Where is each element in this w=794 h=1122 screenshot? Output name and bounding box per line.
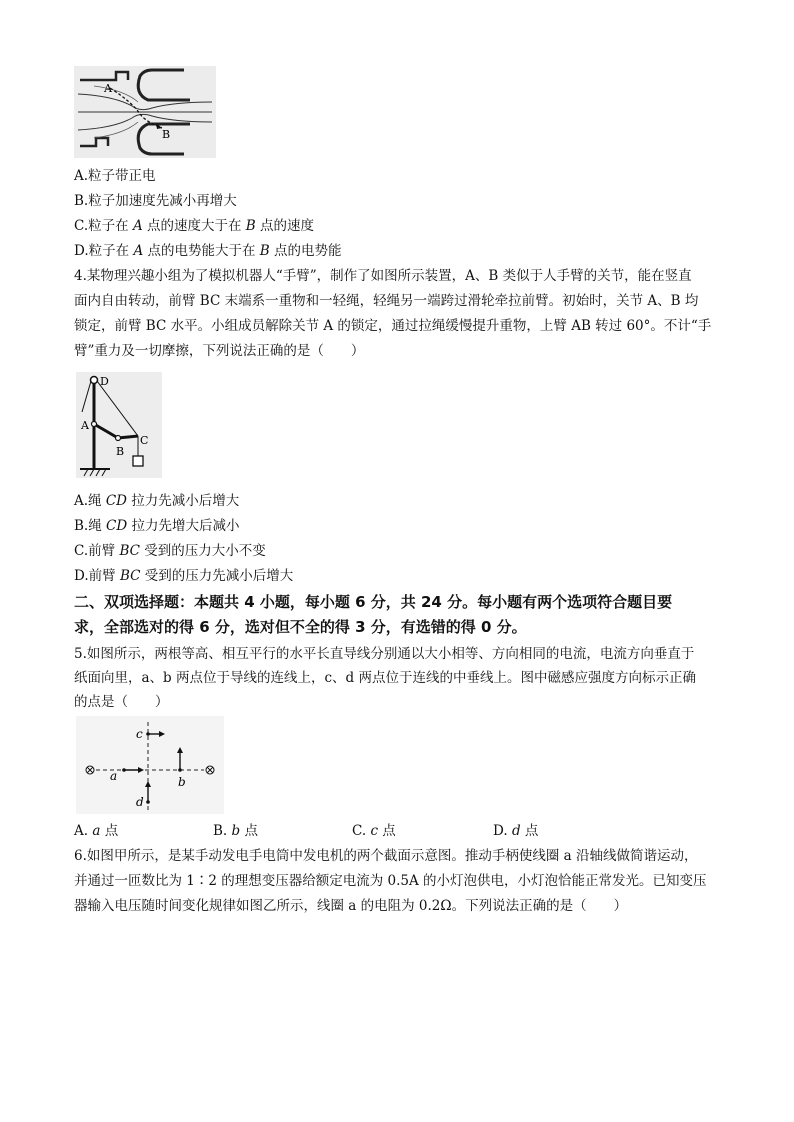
q4-stem-line-1: 4.某物理兴趣小组为了模拟机器人“手臂”，制作了如图所示装置，A、B 类似于人手臂的关节，能在竖直 [74,268,692,284]
q5-option-d: D. d 点 [493,823,539,839]
section-2-heading-line-1: 二、双项选择题：本题共 4 小题，每小题 6 分，共 24 分。每小题有两个选项符合题目要 [74,593,673,611]
q3-option-d: D.粒子在 A 点的电势能大于在 B 点的电势能 [74,243,342,259]
q4-stem-line-3: 锁定，前臂 BC 水平。小组成员解除关节 A 的锁定，通过拉绳缓慢提升重物，上臂 AB 转过 60°。不计“手 [74,318,712,334]
q4-stem-line-4: 臂”重力及一切摩擦，下列说法正确的是（ ） [74,343,365,359]
q4-figure [76,372,162,478]
q6-stem-line-1: 6.如图甲所示，是某手动发电手电筒中发电机的两个截面示意图。推动手柄使线圈 a 沿轴线做简谐运动， [74,848,698,864]
q5-stem-line-1: 5.如图所示，两根等高、相互平行的水平长直导线分别通以大小相等、方向相同的电流，电流方向垂直于 [74,646,695,662]
q4-stem-line-2: 面内自由转动，前臂 BC 末端系一重物和一轻绳，轻绳另一端跨过滑轮牵拉前臂。初始时，关节 A、B 均 [74,293,699,309]
q6-stem-line-2: 并通过一匝数比为 1∶2 的理想变压器给额定电流为 0.5A 的小灯泡供电，小灯泡恰能正常发光。已知变压 [74,873,707,889]
q6-stem-line-3: 器输入电压随时间变化规律如图乙所示，线圈 a 的电阻为 0.2Ω。下列说法正确的是（ ） [74,898,628,914]
q4-label-d: D [100,375,109,388]
q5-label-d: d [136,795,144,809]
q4-label-b: B [116,445,125,458]
q4-label-a: A [81,419,89,432]
q3-label-a: A [104,82,112,95]
q5-option-a: A. a 点 [74,823,119,839]
right-wire-icon [206,766,214,774]
q4-option-c: C.前臂 BC 受到的压力大小不变 [74,543,266,559]
q5-stem-line-3: 的点是（ ） [74,694,169,710]
q5-option-c: C. c 点 [352,823,396,839]
left-wire-icon [86,766,94,774]
q4-option-a: A.绳 CD 拉力先减小后增大 [74,493,240,509]
q3-label-b: B [162,128,171,141]
q5-label-b: b [178,775,186,789]
q5-label-c: c [136,727,143,741]
q3-option-c: C.粒子在 A 点的速度大于在 B 点的速度 [74,218,314,234]
q5-label-a: a [110,769,118,783]
q3-option-a: A.粒子带正电 [74,168,156,184]
q3-figure [74,66,216,158]
q5-figure [76,716,224,814]
q5-option-b: B. b 点 [213,823,258,839]
q4-option-d: D.前臂 BC 受到的压力先减小后增大 [74,568,294,584]
q5-stem-line-2: 纸面向里，a、b 两点位于导线的连线上，c、d 两点位于连线的中垂线上。图中磁感应强度方向标示正确 [74,670,696,686]
q4-option-b: B.绳 CD 拉力先增大后减小 [74,518,240,534]
q3-option-b: B.粒子加速度先减小再增大 [74,193,237,209]
section-2-heading-line-2: 求，全部选对的得 6 分，选对但不全的得 3 分，有选错的得 0 分。 [74,618,527,636]
q4-label-c: C [140,434,149,447]
